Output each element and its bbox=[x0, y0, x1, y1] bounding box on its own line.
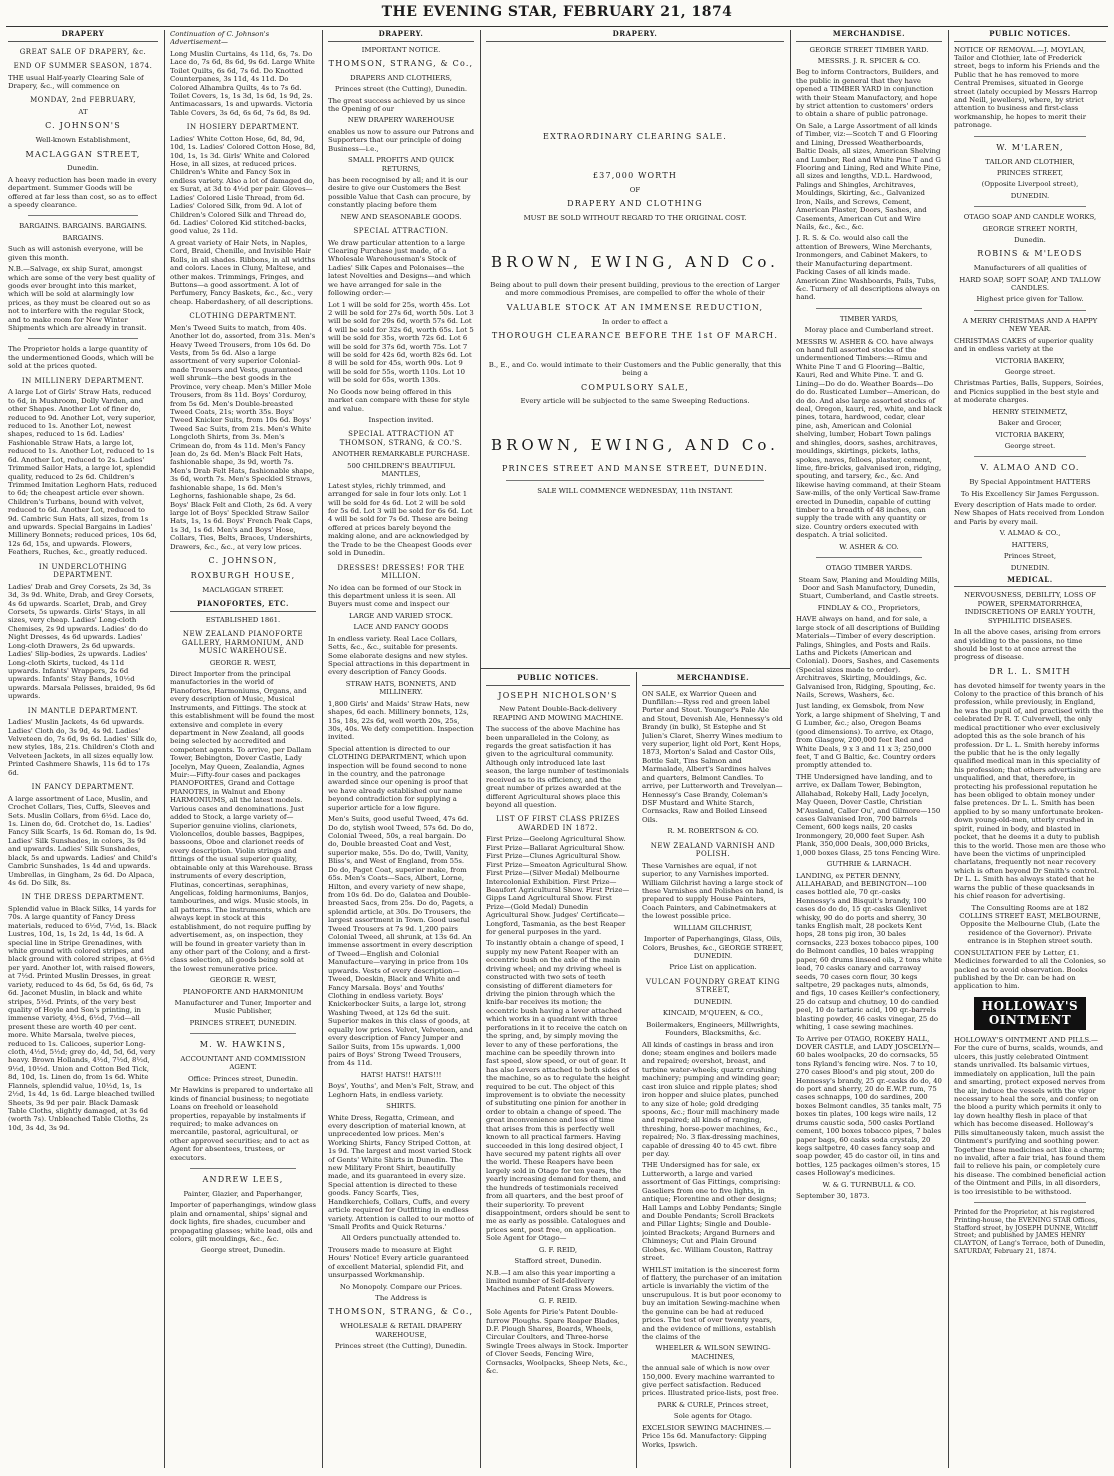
drapery-clothing: DRAPERY AND CLOTHING bbox=[567, 199, 703, 209]
ad-firm: VICTORIA BAKERY, bbox=[995, 356, 1065, 365]
department-heading: IN MANTLE DEPARTMENT. bbox=[27, 706, 139, 715]
signature: W. & G. TURNBULL & CO. bbox=[822, 1180, 916, 1189]
department-list: Long Muslin Curtains, 4s 11d, 6s, 7s. Do Lace do, 7s 6d, 8s 6d, 9s 6d. Large White Toilet Quilts, 6s 6d, 7s 6d. Do Knotted Counterpanes, 3s 11d, 4s 11d. Do Colored Alhambra Quilts, 4s to 7s 6d. Toilet Covers, 1s, 1s 3d, 1s 6d, 1s 9d, 2s. Antimacassars, 1s and upwards. Victoria Table Covers, 3s 6d, 6s 6d, 7s 6d, 8s 9d. bbox=[170, 49, 315, 117]
ad-heading: VULCAN FOUNDRY GREAT KING STREET, bbox=[645, 977, 781, 995]
ad-title: OTAGO SOAP AND CANDLE WORKS, bbox=[963, 213, 1097, 222]
ad-paragraph: Boys', Youths', and Men's Felt, Straw, and Leghorn Hats, in endless variety. bbox=[328, 1082, 474, 1099]
column-header: PUBLIC NOTICES. bbox=[954, 30, 1106, 42]
ad-address: George street, Dunedin. bbox=[200, 1246, 286, 1255]
ad-firm: V. ALMAO AND CO. bbox=[980, 463, 1080, 473]
ad-subtitle: To His Excellency Sir James Fergusson. bbox=[960, 489, 1100, 498]
worth-of: OF bbox=[629, 186, 641, 195]
must-be-sold: MUST BE SOLD WITHOUT REGARD TO THE ORIGINAL COST. bbox=[523, 214, 747, 223]
column-drapery-2 bbox=[170, 30, 316, 1468]
ad-heading: STRAW HATS, BONNETS, AND MILLINERY. bbox=[345, 679, 457, 697]
signature: G. F. REID, bbox=[538, 1245, 578, 1254]
ad-address: Princes street (the Cutting), Dunedin. bbox=[334, 1341, 468, 1350]
ad-subtitle: DRAPERS AND CLOTHIERS, bbox=[350, 73, 452, 82]
department-list: A large Lot of Girls' Straw Hats, reduced to 6d, in Mushroom, Dolly Varden, and other Shapes. Another Lot of finer do, reduced to 9d. Another Lot, very superior, reduced to 1s. Another Lot, newest shapes, reduced to 1s 6d. Ladies' Fashionable Straw Hats, a large lot, reduced to 1s. Another Lot, reduced to 1s 6d. Another Lot, reduced to 2s. Ladies' Trimmed Sailor Hats, a large lot, splendid quality, reduced to 2s 6d. Children's Trimmed Imitation Leghorn Hats, reduced to 6d; the cheapest article ever shown. Children's Turbans, bound with velvet, reduced to 6d. Another Lot, reduced to 9d. Cambric Sun Hats, all sizes, from 1s and upwards. Special Bargains in Ladies' Millinery Bonnets; reduced prices, 10s 6d, 12s 6d, 15s, and upwards. Flowers, Feathers, Ruches, &c., greatly reduced. bbox=[8, 388, 157, 557]
ad-title: ANDREW LEES, bbox=[202, 1175, 284, 1185]
ad-list: LANDING, ex PETER DENNY, ALLAHABAD, and BEBINGTON—100 cases bottled ale, 70 qr.-casks Hennessy's and Bisquit's brandy, 100 cases do do do, 15 qr.-casks Glenlivet whisky, 90 do do ports and sherry, 30 tanks English malt, 28 pockets Kent hops, 28 tons pig iron, 30 bales cornsacks, 223 boxes tobacco pipes, 100 do Belmont candles, 10 bales wrapping paper, 60 drums linseed oils, 2 tons white lead, 70 casks canary and carraway seeds, 70 cases corn flour, 30 kegs saltpetre, 29 packages nuts, almonds, and figs, 10 cases Keiller's confectionery, 25 do catsup and chutney, 10 do candied peel, 10 do tartaric acid, 100 qr.-barrels blasting powder, 46 casks vinegar, 25 do whiting, 1 case sewing machines. bbox=[796, 871, 942, 1032]
ad-address: Princes street (the Cutting), Dunedin. bbox=[334, 85, 468, 94]
ad-note: The Address is bbox=[375, 1293, 427, 1302]
ad-paragraph: MESSRS W. ASHER & CO. have always on hand full assorted stocks of the undermentioned Timbers:—Rimu and White Pine T and G Flooring—Baltic, Kauri, Red and White Pine. T. and G. Lining—Do do do. Weather Boards—Do do do. Rusticated Lumber—American, do do do. And also large assorted stocks of deal, Oregon, kauri, red, white, and black pines, totara, hardwood, cedar, clear pine, ash, American and Colonial shelving, lumber, Hobart Town palings and shingles, doors, sashes, architraves, mouldings, skirtings, pickets, laths, spokes, naves, felloes, plaster, cement, lime, fire-bricks, galvanised iron, ridging, spouting, and tarsery, &c., &c. And likewise having command, at their Steam Saw-mills, of the only Vertical Saw-frame erected in Dunedin, capable of cutting timber to a breadth of 48 inches, can supply the trade with any quantity or size. Country orders executed with despatch. A trial solicited. bbox=[796, 337, 942, 540]
divider bbox=[974, 310, 1086, 311]
divider bbox=[816, 557, 922, 558]
compulsory-sale: COMPULSORY SALE, bbox=[581, 382, 689, 392]
column-drapery-3 bbox=[328, 30, 474, 1468]
ad-note: Highest price given for Tallow. bbox=[976, 295, 1084, 304]
ad-title: M. W. HAWKINS, bbox=[199, 1040, 287, 1050]
ad-heading: NEW DRAPERY WAREHOUSE bbox=[347, 116, 455, 125]
signature: PIANOFORTE AND HARMONIUM bbox=[182, 987, 304, 996]
ad-firm: KINCAID, M'QUEEN, & CO., bbox=[662, 1009, 764, 1018]
ad-established: ESTABLISHED 1861. bbox=[205, 615, 281, 624]
column-header: PIANOFORTES, ETC. bbox=[170, 600, 316, 612]
ad-subtitle: Painter, Glazier, and Paperhanger, bbox=[183, 1189, 303, 1198]
divider bbox=[974, 206, 1086, 207]
ad-paragraph: 1,800 Girls' and Maids' Straw Hats, new shapes, 6d each. Millinery bonnets, 12s, 15s, 18s, 22s 6d, well worth 20s, 25s, 30s, 40s. We defy competition. Inspection invited. bbox=[328, 699, 474, 742]
department-list: Men's Tweed Suits to match, from 40s. Another lot do, assorted, from 31s. Men's Heavy Tweed Trousers, from 10s 6d. Do Vests, from 5s 6d. Also a large assortment of very superior Colonial-made Trousers and Vests, guaranteed well shrunk—the best goods in the Province, very cheap. Men's Miller Mole Trousers, from 8s 11d. Boys' Corduroy, from 5s 6d. Men's Double-breasted Tweed Coats, 21s; worth 35s. Boys' Tweed Knicker Suits, from 10s 6d. Boys' Tweed Sac Suits, from 21s. Men's White Longcloth Shirts, from 3s. Men's Crimean do, from 4s 11d. Men's Fancy Jean do, 2s 6d. Men's Black Felt Hats, fashionable shape, 3s 9d, worth 7s. Men's Drab Felt Hats, fashionable shape, 3s 6d, worth 7s. Men's Speckled Straws, fashionable shape, 1s 6d. Men's Leghorns, fashionable shape, 2s 6d. Boys' Black Felt and Cloth, 2s 6d. A very large lot of Boys' Speckled Straw Sailor Hats, 1s, 1s 6d. Boys' French Peak Caps, 1s 3d, 1s 6d. Men's and Boys' Hose, Collars, Ties, Belts, Braces, Undershirts, Drawers, &c., &c., at very low prices. bbox=[170, 323, 316, 551]
ad-paragraph: THE Undersigned has for sale, ex Lutterworth, a large and varied assortment of Gas Fittings, comprising: Gaseliers from one to five lights, in antique; Florentine and other designs; Hall Lamps and Lobby Pendants; Single and Double Pendants; Scroll Brackets and Pillar Lights; Single and Double-jointed Brackets; Argand Burners and Chimneys; Cut and Plain Ground Globes, &c. William Couston, Rattray street. bbox=[642, 1161, 782, 1263]
ad-heading: HATS! HATS!! HATS!!! bbox=[360, 1070, 442, 1079]
column-header: MERCHANDISE. bbox=[796, 30, 942, 42]
divider bbox=[190, 1168, 296, 1169]
ad-paragraph: the annual sale of which is now over 150,000. Every machine warranted to give perfect satisfaction. Reduced prices. Illustrated price-lists, post free. bbox=[642, 1364, 779, 1398]
ad-paragraph: Every article will be subjected to the same Sweeping Reductions. bbox=[520, 397, 750, 406]
ad-subtitle: Manufacturers of all qualities of bbox=[973, 264, 1087, 273]
ad-heading: DRESSES! DRESSES! FOR THE MILLION. bbox=[337, 563, 465, 581]
column-rule bbox=[636, 672, 637, 1468]
divider bbox=[506, 480, 764, 481]
signature-address: ROXBURGH HOUSE, bbox=[190, 570, 296, 580]
ad-heading: LIST OF FIRST CLASS PRIZES AWARDED IN 1872. bbox=[496, 815, 620, 832]
ad-paragraph: Christmas Parties, Balls, Suppers, Soirées, and Picnics supplied in the best style and at moderate charges. bbox=[954, 379, 1104, 405]
signature: WILLIAM GILCHRIST, bbox=[673, 923, 753, 932]
ad-paragraph: has been recognised by all; and it is our desire to give our Customers the Best possible Value that Cash can procure, by constantly placing before them bbox=[328, 175, 471, 210]
ad-paragraph: We draw particular attention to a large Clearing Purchase just made, of a Wholesale Warehouseman's Stock of Ladies' Silk Capes and Polonaises—the latest Novelties and Designs—and which we have arranged for sale in the following order:— bbox=[328, 238, 471, 298]
ad-paragraph: WHILST imitation is the sincerest form of flattery, the purchaser of an imitation article is invariably the victim of the unscrupulous. It is but poor economy to buy an imitation Sewing-machine when the genuine can be had at reduced prices. The test of over twenty years, and the evidence of millions, establish the claims of the bbox=[642, 1265, 782, 1341]
ad-paragraph: In endless variety. Real Lace Collars, Setts, &c., &c., suitable for presents. Some elaborate designs and new styles. Special attractions in this department in every description of Fancy Goods. bbox=[328, 634, 470, 677]
ad-title: TIMBER YARDS, bbox=[839, 314, 899, 323]
department-list: Splendid value in Black Silks, 14 yards for 70s. A large quantity of Fancy Dress materials, reduced to 6½d, 7½d, 1s. Black Lustres, 10d, 1s, 1s 2d, 1s 4d, 1s 6d. A special line in Stripe Grenadines, with white ground with colored stripes, and black ground with colored stripes, at 6½d per yard. Another lot, with raised flowers, at 7½d. Printed Muslin Dresses, in great variety, reduced to 4s 6d, 5s 6d, 6s 6d, 7s 6d. Jaconet Muslin, in black and white stripes, 5½d. Prints, of the very best quality of Hoyle and Son's printing, in immense variety, 4½d, 6½d, 7½d—all present these are worth 40 per cent. more. White Marsala, twelve pieces, reduced to 1s. Calicoes, superior Long-cloth, 4½d, 5½d; grey do, 4d, 5d, 6d, very heavy. Brown Hollands, 4½d, 7½d, 8½d, 9½d, 10½d. Union and Cotton Bed Tick, 8d, 10d, 1s. Linen do, from 1s 6d. White Flannels, splendid value, 10½d, 1s, 1s 2½d, 1s 4d, 1s 6d. Large bleached twilled Sheets, 3s 9d per pair. Black Damask Table Cloths, slightly damaged, at 3s 6d (worth 7s). Unbleached Table Cloths, 2s 10d, 3s 4d, 3s 9d. bbox=[8, 904, 157, 1132]
masthead: THE EVENING STAR, FEBRUARY 21, 1874 bbox=[381, 4, 733, 20]
ad-paragraph: Being about to pull down their present building, previous to the erection of Larger and more commodious Premises, are compelled to offer the whole of their bbox=[490, 280, 780, 298]
column-rule bbox=[948, 30, 949, 1468]
column-rule bbox=[790, 30, 791, 1468]
column-merchandise-2 bbox=[642, 674, 784, 1468]
signature-address: Stafford street, Dunedin. bbox=[514, 1257, 602, 1266]
ad-firm: VICTORIA BAKERY, bbox=[995, 430, 1065, 439]
column-public-notices-2 bbox=[954, 30, 1106, 1468]
ad-subtitle: New Patent Double-Back-delivery REAPING AND MOWING MACHINE. bbox=[492, 705, 624, 722]
department-list: A large assortment of Lace, Muslin, and Crochet Collars, Ties, Cuffs, Sleeves and Sets. Muslin Collars, from 6½d. Lace do, 1s. Linen do, 6d. Crotchet do, 1s. Ladies' Fancy Silk Scarfs, 1s 6d. Roman do, 1s 9d. Ladies' Silk Sunshades, in colors, 3s 9d and upwards. Ladies' Silk Sunshades, black, 5s and upwards. Ladies' and Child's Cambric Sunshades, 1s 4d and upwards. Umbrellas, in Gingham, 2s 6d. Do Alpaca, 4s 6d. Do Silk, 8s. bbox=[8, 794, 157, 887]
section-rule bbox=[480, 668, 790, 669]
ad-list: On Sale, a Large Assortment of all kinds of Timber, viz:—Scotch T and G Flooring and Lining, Dressed Weatherboards, Baltic Deals, all sizes, American Shelving and Lumber, Red and White Pine T and G Flooring and Lining, Red and White Pine, all sizes and lengths, V.D.L. Hardwood, Palings and Shingles, Architraves, Mouldings, Skirting, &c., Galvanized Iron, Nails, and Screws, Cement, American Plaster, Doors, Sashes, and Casements, American Cut and Wire Nails, &c., &c., &c. bbox=[796, 121, 941, 231]
department-list: Ladies' Muslin Jackets, 4s 6d upwards. Ladies' Cloth do, 3s 9d, 4s 9d. Ladies' Velveteen do, 7s 6d, 9s 6d. Ladies' Silk do, new styles, 18s, 21s. Children's Cloth and Velveteen Jackets, in all sizes equally low. Printed Cashmere Shawls, 11s 6d to 17s 6d. bbox=[8, 718, 157, 777]
column-drapery-4 bbox=[486, 30, 784, 662]
ad-address: George street. bbox=[1004, 441, 1056, 450]
firm-address: PRINCES STREET AND MANSE STREET, DUNEDIN. bbox=[501, 464, 769, 473]
divider bbox=[190, 1033, 296, 1034]
ad-paragraph: All kinds of castings in brass and iron done; steam engines and boilers made and repaired; overshot, breast, and turbine water-wheels; quartz crushing machinery; pumping and winding gear; cast iron sluice and ripple plates; shod iron hopper and sluice plates, punched to any size of hole; gold dredging spoons, &c.; flour mill machinery made and repaired; all kinds of ranging, threshing, horse-power machines, &c., repaired; No. 3 flax-dressing machines, capable of dressing 40 to 45 cwt. fibre per day. bbox=[642, 1040, 780, 1159]
ad-paragraph: These Varnishes are equal, if not superior, to any Varnishes imported. William Gilchrist having a large stock of these Varnishes and Polishes on hand, is prepared to supply House Painters, Coach Painters, and Cabinetmakers at the lowest possible price. bbox=[642, 861, 784, 921]
ad-paragraph: THE usual Half-yearly Clearing Sale of Drapery, &c., will commence on bbox=[8, 73, 144, 91]
ad-title: NEW ZEALAND PIANOFORTE GALLERY, HARMONIUM, AND MUSIC WAREHOUSE. bbox=[181, 629, 305, 656]
ad-heading: NEW AND SEASONABLE GOODS. bbox=[340, 212, 462, 221]
ad-subtitle: By Special Appointment HATTERS bbox=[969, 478, 1091, 487]
ad-address: (Opposite Liverpool street), bbox=[981, 180, 1079, 189]
signature-date: September 30, 1873. bbox=[796, 1192, 870, 1201]
ad-owner: GEORGE R. WEST, bbox=[209, 658, 277, 667]
department-heading: IN THE DRESS DEPARTMENT. bbox=[21, 893, 145, 902]
ad-paragraph: enables us now to assure our Patrons and Supporters that our principle of doing Business—i.e., bbox=[328, 127, 474, 153]
signature: W. ASHER & CO. bbox=[839, 542, 899, 551]
ad-name: C. JOHNSON'S bbox=[45, 121, 121, 131]
ad-note: All Orders punctually attended to. bbox=[341, 1234, 461, 1243]
ad-heading: NEW ZEALAND VARNISH AND POLISH. bbox=[650, 841, 776, 859]
ad-paragraph: No Goods now being offered in this market can compare with these for style and value. bbox=[328, 387, 470, 413]
department-heading: CLOTHING DEPARTMENT. bbox=[189, 312, 297, 321]
ad-address: George street. bbox=[1004, 368, 1056, 376]
ad-products: HARD SOAP, SOFT SOAP, AND TALLOW CANDLES. bbox=[959, 275, 1101, 293]
department-heading: IN HOSIERY DEPARTMENT. bbox=[186, 123, 300, 132]
ad-office: Office: Princes street, Dunedin. bbox=[187, 1074, 299, 1083]
ad-paragraph: To instantly obtain a change of speed, I supply my new Patent Reaper with an eccentric bush on the axle of the main driving wheel; and my driving wheel is constructed with two sets of teeth consisting of different diameters for driving the pinion through which the knife-bar receives its motion; the eccentric bush having a lever attached which works in a quadrant with three perforations in it to receive the catch on the spring, and, by simply moving the lever to any of these perforations, the machine can be speedily thrown into fast speed, slow speed, or out of gear. It has also Levers attached to both sides of the machine, so as to regulate the height required to be cut. The object of this improvement is to obviate the necessity of substituting one pinion for another in order to obtain a change of speed. The great inconvenience and loss of time that arises from this is perfectly well known to all practical farmers. Having succeeded in this long desired object, I have secured my patent rights all over the world. These Reapers have been largely sold in Otago for ten years, the yearly increasing demand for them, and the hundreds of testimonials received from all quarters, and the best proof of their superiority. To prevent disappointment, orders should be sent to me as early as possible. Catalogues and prices sent, post free, on application. Sole Agent for Otago— bbox=[486, 939, 630, 1243]
divider bbox=[28, 215, 138, 216]
ad-paragraph: has devoted himself for twenty years in the Colony to the practice of this branch of his profession, while previously, in England, he was the pupil of, and practised with the celebrated Dr R. T. Culverwell, the only medical practitioner who ever exclusively adopted this as the sole branch of his profession. Dr L. L. Smith hereby informs the public that he is the only legally qualified medical man in this speciality of his profession; that others advertising are unqualified, and that, therefore, in protecting his professional reputation he has been obliged to obtain money under false pretences. Dr L. L. Smith has been applied to by so many unfortunate broken-down young-old-men, utterly crushed in spirit, ruined in body, and blasted in pocket, that he deems it a duty to publish this to the world. Those men are those who have been the victims of unprincipled charlatans, frequently not near recovery which is often beyond Dr Smith's control. Dr L. L. Smith has always stated that he warns the public of these quacksands in his chief reason for advertising. bbox=[954, 681, 1106, 901]
signature: GEORGE R. WEST, bbox=[209, 976, 277, 985]
ad-paragraph: N.B.—Salvage, ex ship Surat, amongst which are some of the very best quality of goods ever brought into this market, which will be sold at alarmingly low prices, as they must be cleared out so as not to interfere with the regular Stock, and to make room for New Winter Shipments which are already in transit. bbox=[8, 265, 155, 333]
signature: GUTHRIE & LARNACH. bbox=[826, 860, 912, 869]
in-order: In order to effect a bbox=[602, 317, 668, 326]
ad-paragraph: ON SALE, ex Warrior Queen and Dunfillan:—Ryss red and green label Porter and Stout. Younger's Pale Ale and Stout, Devenish Ale, Hennessy's old Brandy (in bulk), St Estephe and St Julien's Claret, Sherry Wines medium to very superior, light old Port, Kent Hops, 1873, Morton's Salad and Castor Oils, Bottle Salt, Tins Salmon and Marmalade, Albert's Sardines halves and quarters, Belmont Candles. To arrive, per Lutterworth and Trevelyan—Hennessy's Case Brandy, Coleman's DSF Mustard and White Starch, Cornsacks, Raw and Boiled Linseed Oils. bbox=[642, 689, 783, 824]
ad-town: DUNEDIN. bbox=[1010, 191, 1050, 200]
ad-bargains: BARGAINS. BARGAINS. BARGAINS. bbox=[19, 222, 147, 231]
divider bbox=[816, 308, 922, 309]
ad-paragraph: The Proprietor holds a large quantity of the undermentioned Goods, which will be sold at the prices quoted. bbox=[8, 345, 154, 371]
ad-title: A MERRY CHRISTMAS AND A HAPPY NEW YEAR. bbox=[962, 316, 1098, 334]
ad-paragraph: In all the above cases, arising from errors and yielding to the passions, no time should be lost to at once arrest the progress of disease. bbox=[954, 628, 1101, 662]
column-public-notices bbox=[486, 674, 630, 1468]
ad-firm: W. M'LAREN, bbox=[996, 142, 1064, 152]
ad-heading: LACE AND FANCY GOODS bbox=[353, 623, 449, 632]
department-heading: IN UNDERCLOTHING DEPARTMENT. bbox=[38, 562, 128, 580]
ad-note: Price List on application. bbox=[669, 963, 757, 972]
divider bbox=[28, 338, 138, 339]
department-list: A great variety of Hair Nets, in Naples, Cord, Braid, Chenille, and Invisible Hair Rolls, in all shades. Ribbons, in all widths and colors. Laces in Cluny, Maltese, and other makes. Trimmings, Fringes, and Buttons—a good assortment. A lot of Perfumery, Fancy Baskets, &c., &c., very cheap. Haberdashery, of all descriptions. bbox=[170, 238, 316, 306]
ad-list: First Prize—Geelong Agricultural Show. First Prize—Ballarat Agricultural Show. First Prize—Clunes Agricultural Show. First Prize—Smeaton Agricultural Show. First Prize—(Silver Medal) Melbourne Intercolonial Exhibition. First Prize—Beaufort Agricultural Show. First Prize—Gipps Land Agricultural Show. First Prize—(Gold Medal) Dunedin Agricultural Show. Judges' Certificate—Longford, Tasmania, as the best Reaper for general purposes in the yard. bbox=[486, 835, 630, 937]
ad-subtitle: Baker and Grocer, bbox=[998, 419, 1062, 428]
ad-paragraph: NOTICE OF REMOVAL.—J. MOYLAN, Tailor and Clothier, late of Frederick street, begs to inform his Friends and the Public that he has removed to more Central Premises, situated in George street (lately occupied by Messrs Harrop and Neill, jewellers), where, by strict attention to business and first-class workmanship, he hopes to merit their patronage. bbox=[954, 45, 1100, 130]
ad-town: Dunedin. bbox=[1014, 236, 1046, 245]
ad-inspect: Inspection invited. bbox=[368, 416, 434, 424]
ad-paragraph: Sole Agents for Pirie's Patent Double-furrow Ploughs. Spare Reaper Blades, D.F. Plough Shares, Boards, Wheels, Circular Coulters, and Three-horse Swingle Trees always in Stock. Importer of Clover Seeds, Fencing Wire, Cornsacks, Woolpacks, Sheep Nets, &c., &c. bbox=[486, 1308, 628, 1376]
signature: G. F. REID. bbox=[538, 1296, 578, 1305]
ad-title: GREAT SALE OF DRAPERY, &c. bbox=[19, 47, 147, 56]
ad-paragraph: CONSULTATION FEE by Letter, £1. Medicines forwarded to all the Colonies, so packed as to avoid observation. Books published by the Dr. can be had on application to him. bbox=[954, 948, 1106, 991]
ad-firm: MESSRS. J. R. SPICER & CO. bbox=[817, 56, 921, 65]
department-heading: IN MILLINERY DEPARTMENT. bbox=[21, 376, 145, 385]
column-rule bbox=[322, 30, 323, 1468]
ad-establishment: Well-known Establishment, bbox=[35, 136, 131, 145]
holloway-banner: HOLLOWAY'S OINTMENT bbox=[974, 997, 1086, 1030]
signature: C. JOHNSON, bbox=[208, 556, 278, 566]
ad-note: No Monopoly. Compare our Prices. bbox=[339, 1282, 463, 1291]
ad-paragraph: The success of the above Machine has been unparalleled in the Colony, as regards the great satisfaction it has given to the agricultural community. Although only introduced late last season, the large number of testimonials received as to its efficiency, and the great number of prizes awarded at the different Agricultural shows place this beyond all question. bbox=[486, 725, 629, 809]
ad-notice: IMPORTANT NOTICE. bbox=[361, 45, 441, 54]
ad-paragraph: The great success achieved by us since the Opening of our bbox=[328, 96, 466, 113]
column-header: DRAPERY. bbox=[328, 30, 474, 42]
ad-paragraph: CHRISTMAS CAKES of superior quality and in endless variety at the bbox=[954, 336, 1094, 354]
ad-paragraph: Special attention is directed to our CLOTHING DEPARTMENT, which upon inspection will be found second to none in the country, and the patronage awarded since our opening is proof that we have already established our name beyond contradiction for supplying a superior article for a low figure. bbox=[328, 744, 468, 812]
ad-paragraph: Every description of Hats made to order. New Shapes of Hats received from London and Paris by every mail. bbox=[954, 500, 1105, 526]
divider bbox=[974, 456, 1086, 457]
department-list: Ladies' Drab and Grey Corsets, 2s 3d, 3s 3d, 3s 9d. White, Drab, and Grey Corsets, 4s 6d upwards. Scarlet, Drab, and Grey Corsets, 5s upwards. Girls' Stays, in all sizes, very cheap. Ladies' Long-cloth Chemises, 2s 9d upwards. Ladies' do do Night Dresses, 4s 6d upwards. Ladies' Long-cloth Drawers, 2s 6d upwards. Ladies' Slip-bodies, 2s upwards. Ladies' Long-cloth Skirts, tucked, 4s 11d upwards. Infants' Wrappers, 2s 6d upwards. Infants' Stay Bands, 10½d upwards. Marsala Pelisses, braided, 9s 6d upwards. bbox=[8, 582, 156, 701]
ad-list: Men's Suits, good useful Tweed, 47s 6d. Do do, stylish wool Tweed, 57s 6d. Do do, Colonial Tweed, 50s, a real bargain. Do do, Double breasted Coat and Vest, superior make, 55s. Do do, Twill, Vanity, Bliss's, and West of England, from 55s. Do do, Paget Coat, superior make, from 65s. Men's Coats—Sacs, Albert, Lorne, Hilton, and every variety of new shape, from 10s 6d. Do do, Galatea and Double-breasted Sacs, from 25s. Do do, Pagets, a splendid article, at 30s. Do Trousers, the largest assortment in Town. Good useful Tweed Trousers at 7s 9d. 1,200 pairs Colonial Tweed, all shrunk, at 13s 6d. An immense assortment in every description of Tweed—English and Colonial Manufacture—varying in price from 10s upwards. Vests of every description—Tweed, Doeskin, Black and White and Fancy Marsala. Boys' and Youths' Clothing in endless variety. Boys' Knickerbocker Suits, a large lot, strong Washing Tweed, at 12s 6d the suit. Superior makes in this class of goods, at equally low prices. Velvet, Velveteen, and every description of Fancy Jumper and Sailor Suits, from 15s upwards. 1,000 pairs of Boys' Strong Tweed Trousers, from 4s 11d. bbox=[328, 815, 474, 1068]
ad-town: Dunedin. bbox=[67, 164, 99, 173]
ad-paragraph: B., E., and Co. would intimate to their Customers and the Public generally, that this being a bbox=[488, 360, 782, 378]
ad-subtitle: Steam Saw, Planing and Moulding Mills, Door and Sash Manufactory, Dunedin, Stuart, Cumberland, and Castle streets. bbox=[798, 575, 940, 601]
ad-paragraph: N.B.—I am also this year importing a limited number of Self-delivery Machines and Patent Grass Mowers. bbox=[486, 1268, 616, 1294]
department-heading: IN FANCY DEPARTMENT. bbox=[31, 783, 135, 792]
signature: Manufacturer and Tuner, Importer and Music Publisher, bbox=[174, 999, 312, 1016]
ad-paragraph: HAVE always on hand, and for sale, a large stock of all descriptions of Building Materials—Timber of every description. Palings, Shingles, and Posts and Rails. Laths and Pickets (American and Colonial). Doors, Sashes, and Casements (Special sizes made to order). Architraves, Skirting, Mouldings, &c. Galvanised Iron, Ridging, Spouting, &c. Nails, Screws, Washers, &c. bbox=[796, 615, 940, 700]
top-rule bbox=[6, 26, 1108, 27]
ad-firm: JOSEPH NICHOLSON'S bbox=[498, 690, 618, 700]
ad-heading: WHEELER & WILSON SEWING-MACHINES, bbox=[655, 1344, 771, 1361]
thorough-clearance: THOROUGH CLEARANCE BEFORE THE 1st OF MARCH. bbox=[491, 330, 779, 340]
ad-paragraph: White Dress, Regatta, Crimean, and every description of material known, at unprecedented low prices. Men's Working Shirts, Fancy Striped Cotton, at 1s 9d. The largest and most varied Stock of Gents' White Shirts in Dunedin. The new Military Front Shirt, beautifully made, and its guaranteed in every size. Special attention is directed to these goods. Fancy Scarfs, Ties, Handkerchiefs, Collars, Cuffs, and every article required for Outfitting in endless variety. Attention is called to our motto of 'Small Profits and Quick Returns.' bbox=[328, 1113, 474, 1231]
valuable-stock: VALUABLE STOCK AT AN IMMENSE REDUCTION, bbox=[506, 302, 764, 312]
ad-town: DUNEDIN. bbox=[693, 997, 733, 1006]
ad-firm: V. ALMAO & CO., bbox=[999, 529, 1061, 538]
ad-address: PRINCES STREET, bbox=[996, 168, 1064, 177]
ad-list: To Arrive per OTAGO, ROKEBY HALL, DOVER CASTLE, and LADY JOSCELYN—60 bales woolpacks, 20 do cornsacks, 55 tons Ryland's fencing wire. Nos. 7 to 10, 270 cases Blood's and pig stout, 200 do Hennessy's brandy, 25 qr.-casks do do, 40 do port and sherry, 20 do E.W.P. rum, 75 cases schnapps, 100 do sardines, 200 boxes Belmont candles, 35 tanks malt, 75 boxes tin plates, 100 kegs wire nails, 12 drums caustic soda, 500 casks Portland cement, 100 boxes tobacco pipes, 7 bales paper bags, 60 casks soda crystals, 20 kegs saltpetre, 40 cases fancy soap and soap powder, 45 do castor oil, in tins and bottles, 125 packages oilmen's stores, 15 cases Holloway's medicines. bbox=[796, 1034, 942, 1178]
ad-town: DUNEDIN. bbox=[1010, 563, 1050, 572]
ad-paragraph: HOLLOWAY'S OINTMENT AND PILLS.—For the cure of burns, scalds, wounds, and ulcers, this justly celebrated Ointment stands unrivalled. Its balsamic virtues, immediately on application, lull the pain and smarting, protect exposed nerves from the air, induce the vessels with the vigor necessary to heal the sore, and confer on the blood a purity which permits it only to lay down healthy flesh in place of that which has become diseased. Holloway's Pills simultaneously taken, much assist the Ointment's purifying and soothing power. Together these medicines act like a charm; no invalid, after a fair trial, has found them fail to relieve his pain, or completely cure his disease. The combined beneficial action of the Ointment and Pills, in all disorders, is too irresistible to be withstood. bbox=[954, 1036, 1106, 1196]
sale-date: SALE WILL COMMENCE WEDNESDAY, 11th INSTANT. bbox=[537, 486, 733, 495]
firm-name: BROWN, EWING, AND Co. bbox=[491, 252, 779, 271]
ad-paragraph: Direct Importer from the principal manufactories in the world of Pianofortes, Harmoniums, Organs, and every description of Music, Musical Instruments, and Fittings. The stock at this establishment will be found the most extensive and complete in every department in New Zealand, all goods being selected by accredited and competent agents. To arrive, per Dallam Tower, Bebington, Dover Castle, Lady Jocelyn, May Queen, Zealandia, Agnes Muir:—Fifty-four cases and packages PIANOFORTES, Grand and Cottage PIANOTES, in Walnut and Ebony HARMONIUMS, all the latest models. Various cases and denominations. Just added to Stock, a large variety of—Superior genuine violins, clarionets, Violoncellos, double basses, Bagpipes, bassoons, Oboe and clarionet reeds of every description. Violin strings and fittings of the usual superior quality, obtainable only at this Warehouse. Brass instruments of every description, Flutinas, concertinas, seraphinas, Angelicas, folding harmoniums, Banjos, tambourines, and wigs. Music stools, in all patterns. The instruments, which are always kept in stock at this establishment, do not require puffing by advertisement, as, on inspection, they will be found in greater variety than in any other part of the Colony, and a first-class selection, all goods being sold at the lowest remunerative price. bbox=[170, 670, 315, 973]
signature: PARK & CURLE, Princes street, bbox=[657, 1400, 769, 1409]
ad-paragraph: Trousers made to measure at Eight Hours' Notice! Every article guaranteed of excellent Material, splendid Fit, and unsurpassed Workmanship. bbox=[328, 1245, 469, 1280]
ad-list: Lot 1 will be sold for 25s, worth 45s. Lot 2 will be sold for 27s 6d, worth 50s. Lot 3 will be sold for 29s 6d, worth 57s 6d. Lot 4 will be sold for 32s 6d, worth 65s. Lot 5 will be sold for 35s, worth 72s 6d. Lot 6 will be sold for 37s 6d, worth 75s. Lot 7 will be sold for 42s 6d, worth 82s 6d. Lot 8 will be sold for 45s, worth 90s. Lot 9 will be sold for 55s, worth 110s. Lot 10 will be sold for 65s, worth 130s. bbox=[328, 300, 474, 385]
ad-heading: SPECIAL ATTRACTION. bbox=[353, 227, 449, 236]
ad-heading: SHIRTS. bbox=[386, 1102, 416, 1111]
ad-paragraph: Just landing, ex Gemsbok, from New York, a large shipment of Shelving, T and G Lumber, &c.; also, Oregon Beams (good dimensions). To arrive, ex Otago, from Glasgow, 200,000 feet Red and White Deals, 9 x 3 and 11 x 3; 250,000 feet, T and G Baltic, &c. Country orders promptly attended to. bbox=[796, 702, 941, 770]
ad-paragraph: Beg to inform Contractors, Builders, and the public in general that they have opened a TIMBER YARD in conjunction with their Steam Manufactory, and hope by strict attention to customers' orders to obtain a share of public patronage. bbox=[796, 68, 939, 119]
ad-paragraph: No idea can be formed of our Stock in this department unless it is seen. All Buyers must come and inspect our bbox=[328, 583, 462, 609]
signature-address: Sole agents for Otago. bbox=[673, 1412, 753, 1421]
ad-date: MONDAY, 2nd FEBRUARY, bbox=[30, 96, 136, 105]
ad-subtitle: ACCOUNTANT AND COMMISSION AGENT. bbox=[180, 1055, 306, 1072]
ad-subtitle: TAILOR AND CLOTHIER, bbox=[985, 157, 1075, 166]
ad-address: The Consulting Rooms are at 182 COLLINS STREET EAST, MELBOURNE, Opposite the Melbourne Club, (Late the residence of the Governor). Private entrance is in Stephen street south. bbox=[959, 903, 1101, 946]
department-list: Ladies' White Cotton Hose, 6d, 8d, 9d, 10d, 1s. Ladies' Colored Cotton Hose, 8d, 10d, 1s, 1s 3d. Girls' White and Colored Hose, in all sizes, at reduced prices. Children's White and Fancy Sox in endless variety. Also a lot of damaged do, ex Surat, at 3d to 4½d per pair. Gloves—Ladies' Colored Lisle Thread, from 6d. Ladies' Colored Silk, from 9d. A lot of Children's Colored Silk and Thread do, 6d. Ladies' Colored Kid stitched-backs, good value, 2s 11d. bbox=[170, 134, 316, 236]
continuation-note: Continuation of C. Johnson's Advertisement— bbox=[170, 30, 270, 47]
ad-paragraph: THE Undersigned have landing, and to arrive, ex Dallam Tower, Bebington, Allahabad, Rokeby Hall, Lady Jocelyn, May Queen, Dover Castle, Christian M'Ausland, Caller Ou', and Gilmore—150 cases Galvanised Iron, 700 barrels Cement, 600 kegs nails, 20 casks Ironmongery, 20,000 feet Super. Ash Plank, 350,000 Deals, 300,000 Bricks, 1,000 boxes Glass, 25 tons Fencing Wire. bbox=[796, 772, 941, 857]
ad-bargains: BARGAINS. bbox=[62, 233, 104, 242]
ad-subtitle: Boilermakers, Engineers, Millwrights, Founders, Blacksmiths, &c. bbox=[646, 1020, 780, 1038]
ad-firm: ROBINS & M'LEODS bbox=[977, 249, 1083, 259]
ad-heading: LARGE AND VARIED STOCK. bbox=[349, 611, 453, 620]
ad-subtitle: HATTERS, bbox=[1011, 540, 1049, 549]
ad-firm: THOMSON, STRANG, & Co., bbox=[328, 58, 474, 68]
signature-address: Importer of Paperhangings, Glass, Oils, Colors, Brushes, &c., GEORGE STREET, DUNEDIN. bbox=[642, 935, 784, 960]
column-drapery-1 bbox=[8, 30, 158, 1468]
ad-firm: DR L. L. SMITH bbox=[989, 666, 1071, 676]
column-rule bbox=[164, 30, 165, 1468]
ad-heading: 500 CHILDREN'S BEAUTIFUL MANTLES, bbox=[347, 461, 455, 479]
column-rule bbox=[480, 30, 481, 1468]
ad-subtitle: WHOLESALE & RETAIL DRAPERY WAREHOUSE, bbox=[340, 1322, 462, 1339]
ad-street: MACLAGGAN STREET, bbox=[25, 149, 141, 159]
ad-address: GEORGE STREET NORTH, bbox=[982, 224, 1078, 233]
ad-paragraph: A heavy reduction has been made in every department. Summer Goods will be offered at far less than cost, so as to effect a speedy clearance. bbox=[8, 175, 157, 209]
ad-heading: SPECIAL ATTRACTION AT THOMSON, STRANG, & CO.'S. bbox=[339, 430, 463, 447]
column-merchandise bbox=[796, 30, 942, 1468]
ad-address: Princes Street, bbox=[1003, 552, 1057, 561]
clearing-sale: EXTRAORDINARY CLEARING SALE. bbox=[543, 131, 727, 141]
column-header: DRAPERY bbox=[8, 30, 158, 42]
divider bbox=[974, 1202, 1086, 1203]
ad-firm: FINDLAY & CO., Proprietors, bbox=[817, 603, 921, 612]
worth-amount: £37,000 WORTH bbox=[592, 171, 678, 181]
ad-title: NERVOUSNESS, DEBILITY, LOSS OF POWER, SPERMATORRHŒA, INDISCRETIONS OF EARLY YOUTH, SYPHILITIC DISEASES. bbox=[964, 591, 1096, 625]
column-header: PUBLIC NOTICES. bbox=[486, 674, 630, 686]
ad-heading: ANOTHER REMARKABLE PURCHASE. bbox=[332, 450, 470, 459]
signature: R. M. ROBERTSON & CO. bbox=[667, 827, 759, 836]
divider bbox=[974, 136, 1086, 137]
ad-heading: SMALL PROFITS AND QUICK RETURNS, bbox=[348, 156, 454, 173]
ad-paragraph: Importer of paperhangings, window glass plain and ornamental, ships' signal and dock lights, fire shades, cucumber and propagating glasses; white lead, oils and colors, gilt mouldings, &c., &c. bbox=[170, 1201, 316, 1243]
ad-paragraph: Latest styles, richly trimmed, and arranged for sale in four lots only. Lot 1 will be sold for 4s 6d. Lot 2 will be sold for 5s 6d. Lot 3 will be sold for 6s 6d. Lot 4 will be sold for 7s 6d. These are being offered at prices barely beyond the making alone, and are acknowledged by the Trade to be the Cheapest Goods ever sold in Dunedin. bbox=[328, 481, 473, 558]
ad-address: Moray place and Cumberland street. bbox=[804, 326, 934, 335]
signature-street: MACLAGGAN STREET. bbox=[202, 585, 284, 594]
column-header: MERCHANDISE. bbox=[642, 674, 784, 686]
ad-firm: HENRY STEINMETZ, bbox=[992, 407, 1068, 416]
ad-paragraph: J. R. S. & Co. would also call the attention of Brewers, Wine Merchants, Ironmongers, and Cabinet Makers, to their Manufacturing department. Packing Cases of all kinds made. American Zinc Washboards, Pails, Tubs, &c. Turnery of all descriptions always on hand. bbox=[796, 234, 940, 302]
ad-paragraph: Mr Hawkins is prepared to undertake all kinds of financial business; to negotiate Loans on freehold or leasehold properties, repayable by instalments if required; to make advances on mercantile, pastoral, agricultural, or other approved securities; and to act as Agent for absentees, trustees, or executors. bbox=[170, 1086, 313, 1162]
signature: PRINCES STREET, DUNEDIN. bbox=[189, 1018, 297, 1027]
ad-subtitle: END OF SUMMER SEASON, 1874. bbox=[13, 62, 153, 71]
firm-name: BROWN, EWING, AND Co. bbox=[491, 435, 779, 454]
ad-paragraph: Such as will astonish everyone, will be given this month. bbox=[8, 245, 144, 262]
imprint-footer: Printed for the Proprietor, at his registered Printing-house, the EVENING STAR Offices, Stafford street, by JOSEPH DUNNE, Witcliff Street; and published by JAMES HENRY CLAYTON, of Lang's Terrace, both of Dunedin, SATURDAY, February 21, 1874. bbox=[954, 1208, 1106, 1256]
column-header: MEDICAL. bbox=[954, 576, 1106, 588]
ad-firm: THOMSON, STRANG, & Co., bbox=[328, 1307, 474, 1317]
ad-title: GEORGE STREET TIMBER YARD. bbox=[809, 45, 929, 54]
ad-paragraph: EXCELSIOR SEWING MACHINES.—Price 15s 6d. Manufactory: Gipping Works, Ipswich. bbox=[642, 1423, 772, 1449]
ad-title: OTAGO TIMBER YARDS. bbox=[825, 564, 913, 573]
ad-at: AT bbox=[78, 107, 88, 116]
column-header: DRAPERY. bbox=[486, 30, 784, 42]
